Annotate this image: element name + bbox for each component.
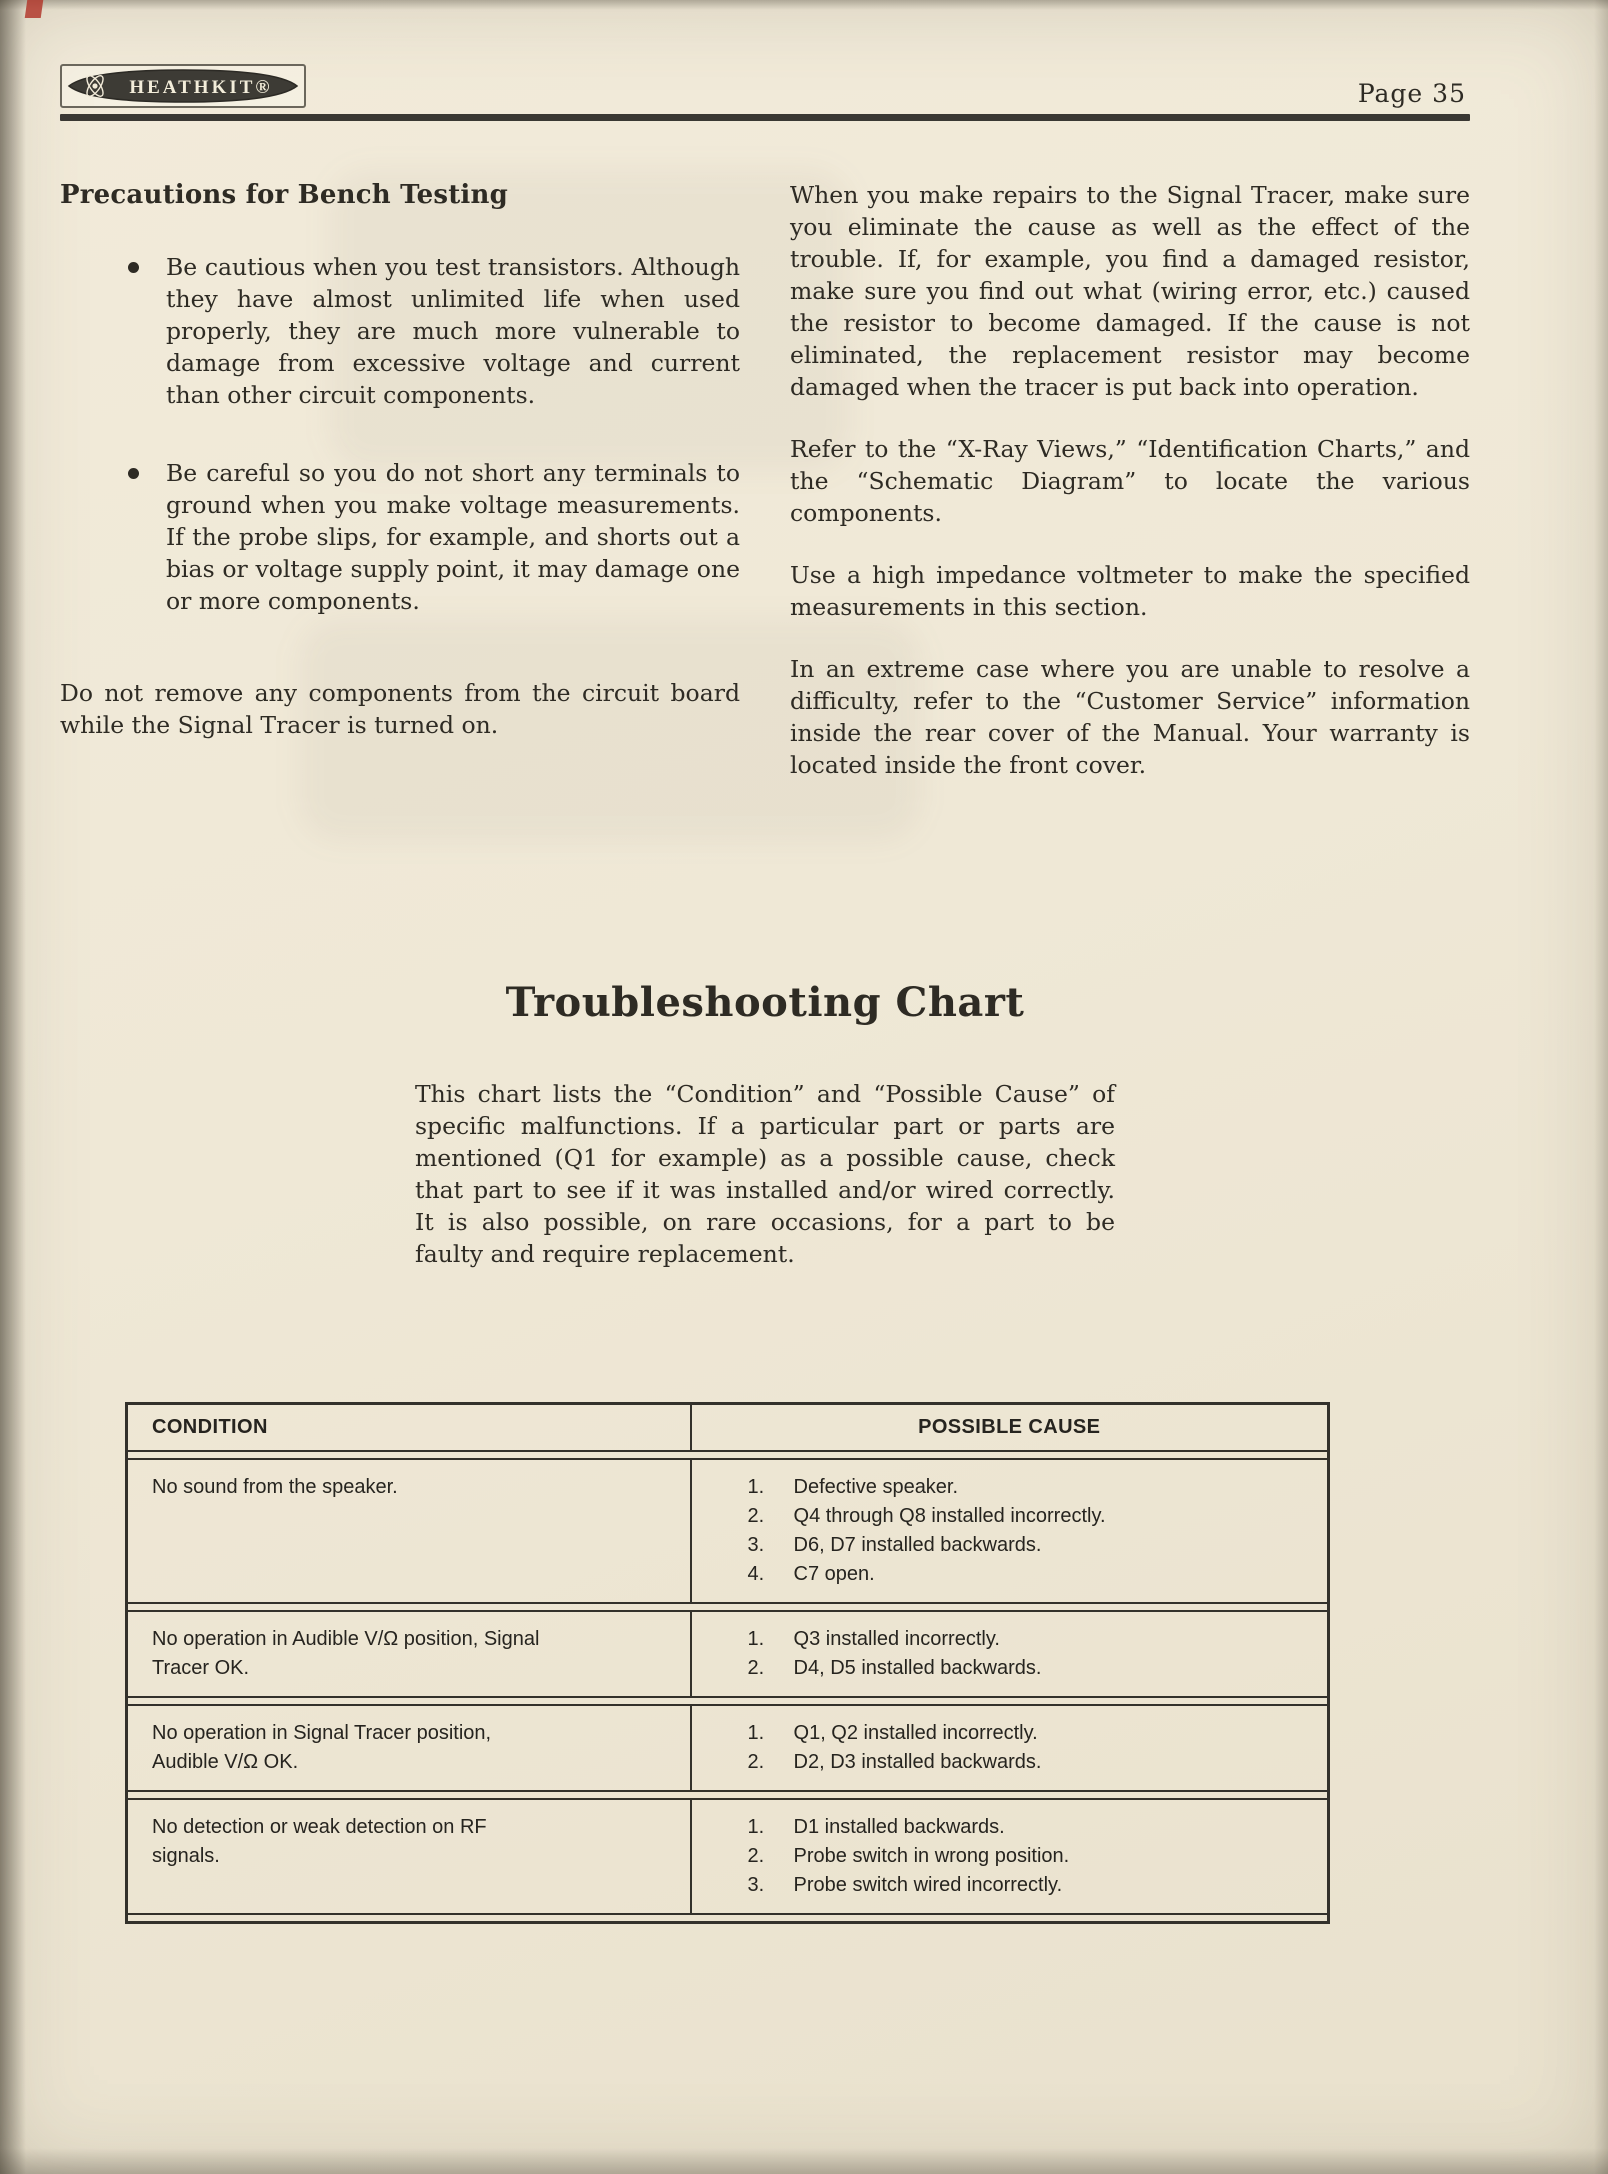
repair-note-paragraph: In an extreme case where you are unable to resolve a difficulty, refer to the “Customer Service” information inside the rear cover of the Manual. Your warranty is located inside the front cover. xyxy=(790,655,1470,779)
cause-cell xyxy=(692,1612,1327,1696)
cause-cell xyxy=(692,1706,1327,1790)
scan-shadow-left xyxy=(0,0,26,2174)
cause-item-number: 1. xyxy=(747,1476,765,1498)
cause-item-number: 3. xyxy=(747,1534,765,1556)
table-row xyxy=(128,1798,1327,1915)
cause-item xyxy=(692,1813,1317,1842)
heathkit-logo-badge xyxy=(67,69,299,103)
table-body xyxy=(128,1458,1327,1915)
cause-item-number: 1. xyxy=(747,1722,765,1744)
troubleshooting-section xyxy=(60,979,1470,1270)
cause-item xyxy=(692,1842,1317,1871)
cause-item xyxy=(692,1625,1317,1654)
condition-cell: No operation in Audible V/Ω position, Signal Tracer OK. xyxy=(128,1612,692,1696)
cause-item-number: 1. xyxy=(747,1816,765,1838)
cause-item-number: 2. xyxy=(747,1657,765,1679)
cause-item xyxy=(692,1560,1317,1589)
page-content xyxy=(60,0,1470,1924)
cause-item xyxy=(692,1502,1317,1531)
page-header xyxy=(60,0,1470,121)
repair-note-paragraph: Refer to the “X-Ray Views,” “Identification Charts,” and the “Schematic Diagram” to locate the various components. xyxy=(790,435,1470,527)
condition-cell: No detection or weak detection on RF signals. xyxy=(128,1800,692,1913)
condition-cell: No operation in Signal Tracer position, Audible V/Ω OK. xyxy=(128,1706,692,1790)
condition-header: CONDITION xyxy=(128,1405,692,1450)
scan-shadow-bottom xyxy=(0,2148,1608,2174)
precautions-list xyxy=(128,251,740,617)
page-number: Page 35 xyxy=(1357,79,1466,108)
cause-item xyxy=(692,1531,1317,1560)
section-intro: This chart lists the “Condition” and “Possible Cause” of specific malfunctions. If a particular part or parts are mentioned (Q1 for example) as a possible cause, check that part to see if it was installed and/or wired correctly. It is also possible, on rare occasions, for a part to be faulty and require replacement. xyxy=(415,1080,1115,1268)
brand-text: HEATHKIT® xyxy=(129,77,273,98)
scan-red-mark xyxy=(25,0,44,18)
scan-shadow-right xyxy=(1594,0,1608,2174)
precautions-heading: Precautions for Bench Testing xyxy=(60,180,508,210)
precaution-item: Be cautious when you test transistors. Although they have almost unlimited life when used properly, they are much more vulnerable to damage from excessive voltage and current than other circuit components. xyxy=(128,251,740,411)
table-header-row xyxy=(128,1405,1327,1452)
cause-item-number: 1. xyxy=(747,1628,765,1650)
table-row xyxy=(128,1458,1327,1604)
header-rule xyxy=(60,114,1470,121)
cause-item-text: Defective speaker. xyxy=(793,1476,959,1498)
cause-item-text: D4, D5 installed backwards. xyxy=(793,1657,1042,1679)
cause-item-text: D6, D7 installed backwards. xyxy=(793,1534,1042,1556)
cause-item-text: D1 installed backwards. xyxy=(793,1816,1005,1838)
cause-cell xyxy=(692,1800,1327,1913)
repair-note-paragraph: Use a high impedance voltmeter to make the specified measurements in this section. xyxy=(790,561,1470,621)
cause-item-text: Probe switch in wrong position. xyxy=(793,1845,1070,1867)
cause-item-text: Q1, Q2 installed incorrectly. xyxy=(793,1722,1038,1744)
cause-item-number: 4. xyxy=(747,1563,765,1585)
troubleshooting-table xyxy=(125,1402,1330,1924)
cause-item-text: Probe switch wired incorrectly. xyxy=(793,1874,1063,1896)
cause-item-text: D2, D3 installed backwards. xyxy=(793,1751,1042,1773)
table-row xyxy=(128,1704,1327,1792)
cause-item-number: 2. xyxy=(747,1505,765,1527)
right-column xyxy=(790,179,1470,811)
cause-cell xyxy=(692,1460,1327,1602)
condition-cell: No sound from the speaker. xyxy=(128,1460,692,1602)
possible-cause-header: POSSIBLE CAUSE xyxy=(918,1416,1101,1438)
cause-item xyxy=(692,1654,1317,1683)
table-row xyxy=(128,1610,1327,1698)
cause-item xyxy=(692,1748,1317,1777)
body-columns xyxy=(60,179,1470,811)
circuit-board-warning: Do not remove any components from the circuit board while the Signal Tracer is turned on. xyxy=(60,679,740,739)
cause-item-number: 2. xyxy=(747,1751,765,1773)
cause-item xyxy=(692,1871,1317,1900)
cause-item-number: 2. xyxy=(747,1845,765,1867)
cause-item-text: Q4 through Q8 installed incorrectly. xyxy=(793,1505,1106,1527)
section-title: Troubleshooting Chart xyxy=(505,979,1025,1026)
cause-item-number: 3. xyxy=(747,1874,765,1896)
cause-item-text: C7 open. xyxy=(793,1563,875,1585)
precaution-item: Be careful so you do not short any terminals to ground when you make voltage measurements. If the probe slips, for example, and shorts out a bias or voltage supply point, it may damage one or more components. xyxy=(128,457,740,617)
heathkit-logo xyxy=(60,64,306,108)
repair-note-paragraph: When you make repairs to the Signal Tracer, make sure you eliminate the cause as well as the effect of the trouble. If, for example, you find a damaged resistor, make sure you find out what (wiring error, etc.) caused the resistor to become damaged. If the cause is not eliminated, the replacement resistor may become damaged when the tracer is put back into operation. xyxy=(790,181,1470,401)
left-column xyxy=(60,179,740,811)
cause-item xyxy=(692,1473,1317,1502)
cause-item xyxy=(692,1719,1317,1748)
cause-item-text: Q3 installed incorrectly. xyxy=(793,1628,1000,1650)
